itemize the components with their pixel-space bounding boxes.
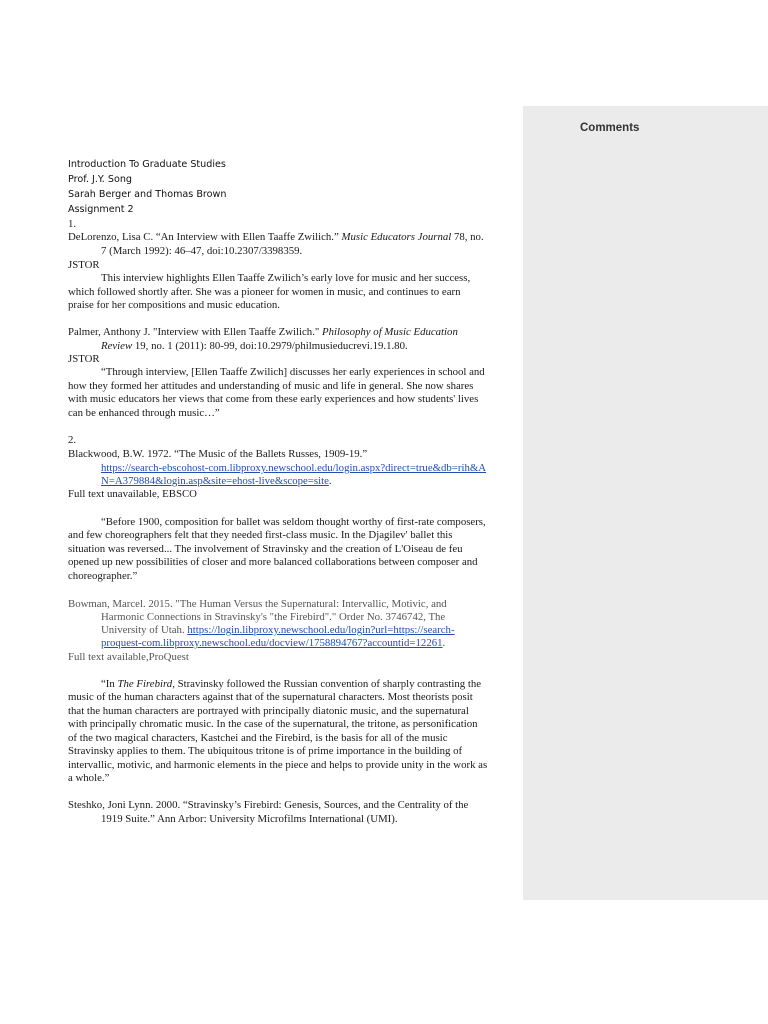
quote-line: with principally chromatic music. In the case of the supernatural, the tritone, as personification [68,718,478,730]
quote-text: “In [101,678,118,690]
availability-label: Full text available,ProQuest [68,651,189,663]
summary-line: praise for her compositions and music education. [68,299,280,311]
citation-text: DeLorenzo, Lisa C. “An Interview with Ellen Taaffe Zwilich.” [68,231,342,243]
quote-line: situation was reversed... The involvement of Stravinsky and the creation of L'Oiseau de feu [68,543,463,555]
ebsco-link[interactable]: https://search-ebscohost-com.libproxy.newschool.edu/login.aspx?direct=true&db=rih&A [101,462,487,474]
citation-text: 78, no. [451,231,484,243]
quote-line: music of the human characters against that of the supernatural characters. Most theorists posit [68,691,473,703]
journal-title: Review [101,340,133,352]
citation-url-line [101,474,332,488]
quote-text: , Stravinsky followed the Russian convention of sharply contrasting the [172,678,482,690]
work-title: The Firebird [117,678,173,690]
citation-steshko-line2: 1919 Suite.” Ann Arbor: University Microfilms International (UMI). [101,813,398,825]
comments-pane [523,106,768,900]
quote-line [101,677,481,691]
citation-palmer-line2 [101,339,408,353]
citation-steshko-line1: Steshko, Joni Lynn. 2000. “Stravinsky’s Firebird: Genesis, Sources, and the Centrality of the [68,799,469,811]
citation-text: Palmer, Anthony J. "Interview with Ellen Taaffe Zwilich." [68,326,323,338]
citation-bowman-line2: Harmonic Connections in Stravinsky's "the Firebird"." Order No. 3746742, The [101,611,446,623]
citation-blackwood-line1: Blackwood, B.W. 1972. “The Music of the Ballets Russes, 1909-19.” [68,448,368,460]
quote-line: that the human characters are portrayed with principally diatonic music, and the supernatural [68,705,469,717]
summary-line: which followed shortly after. She was a pioneer for women in music, and continues to earn [68,286,461,298]
quote-line: can be enhanced through music…” [68,407,220,419]
citation-text: University of Utah. [101,624,188,636]
availability-label: Full text unavailable, EBSCO [68,488,197,500]
citation-palmer-line1 [68,325,458,339]
quote-line: Stravinsky applies to them. The ubiquitous tritone is of prime importance in the building of [68,745,463,757]
source-label: JSTOR [68,353,100,365]
citation-text: . [328,475,332,487]
quote-line: a whole.” [68,772,110,784]
quote-line: choreographer.” [68,570,138,582]
citation-bowman-line3 [101,623,455,637]
section-1-number: 1. [68,218,77,230]
summary-line: This interview highlights Ellen Taaffe Zwilich’s early love for music and her success, [101,272,471,284]
quote-line: intervallic, motivic, and harmonic elements in the piece and helps to provide unity in the work as [68,759,488,771]
citation-bowman-line1: Bowman, Marcel. 2015. "The Human Versus the Supernatural: Intervallic, Motivic, and [68,598,447,610]
quote-line: and few choreographers felt that they needed first-class music. In the Djagilev' ballet this [68,529,453,541]
quote-line: “Before 1900, composition for ballet was seldom thought worthy of first-rate composers, [101,516,486,528]
citation-delorenzo-line2: 7 (March 1992): 46–47, doi:10.2307/3398359. [101,245,303,257]
professor-name: Prof. J.Y. Song [68,174,133,185]
quote-line: with music educators her views that come from these early experiences and how students' lives [68,393,479,405]
course-title: Introduction To Graduate Studies [68,159,226,170]
citation-bowman-line4 [101,636,445,650]
proquest-link[interactable]: https://login.libproxy.newschool.edu/login?url=https://search- [187,624,455,636]
citation-text: 19, no. 1 (2011): 80-99, doi:10.2979/philmusieducrevi.19.1.80. [132,340,408,352]
journal-title: Philosophy of Music Education [322,326,458,338]
comments-pane-label: Comments [580,122,640,134]
quote-line: opened up new possibilities of closer and more balanced collaborations between composer and [68,556,478,568]
author-names: Sarah Berger and Thomas Brown [68,189,227,200]
source-label: JSTOR [68,259,100,271]
journal-title: Music Educators Journal [341,231,452,243]
citation-delorenzo-line1 [68,230,484,244]
assignment-label: Assignment 2 [68,204,134,215]
ebsco-link[interactable]: N=A379884&login.asp&site=ehost-live&scope=site [101,475,329,487]
citation-text: . [442,637,446,649]
section-2-number: 2. [68,434,77,446]
citation-url-line [101,461,486,475]
quote-line: how they formed her attitudes and understanding of music and life in general. She now shares [68,380,474,392]
quote-line: “Through interview, [Ellen Taaffe Zwilich] discusses her early experiences in school and [101,366,485,378]
quote-line: of the two magical characters, Kastchei and the Firebird, is the basis for all of the music [68,732,448,744]
proquest-link[interactable]: proquest-com.libproxy.newschool.edu/docview/1758894767?accountid=12261 [101,637,443,649]
